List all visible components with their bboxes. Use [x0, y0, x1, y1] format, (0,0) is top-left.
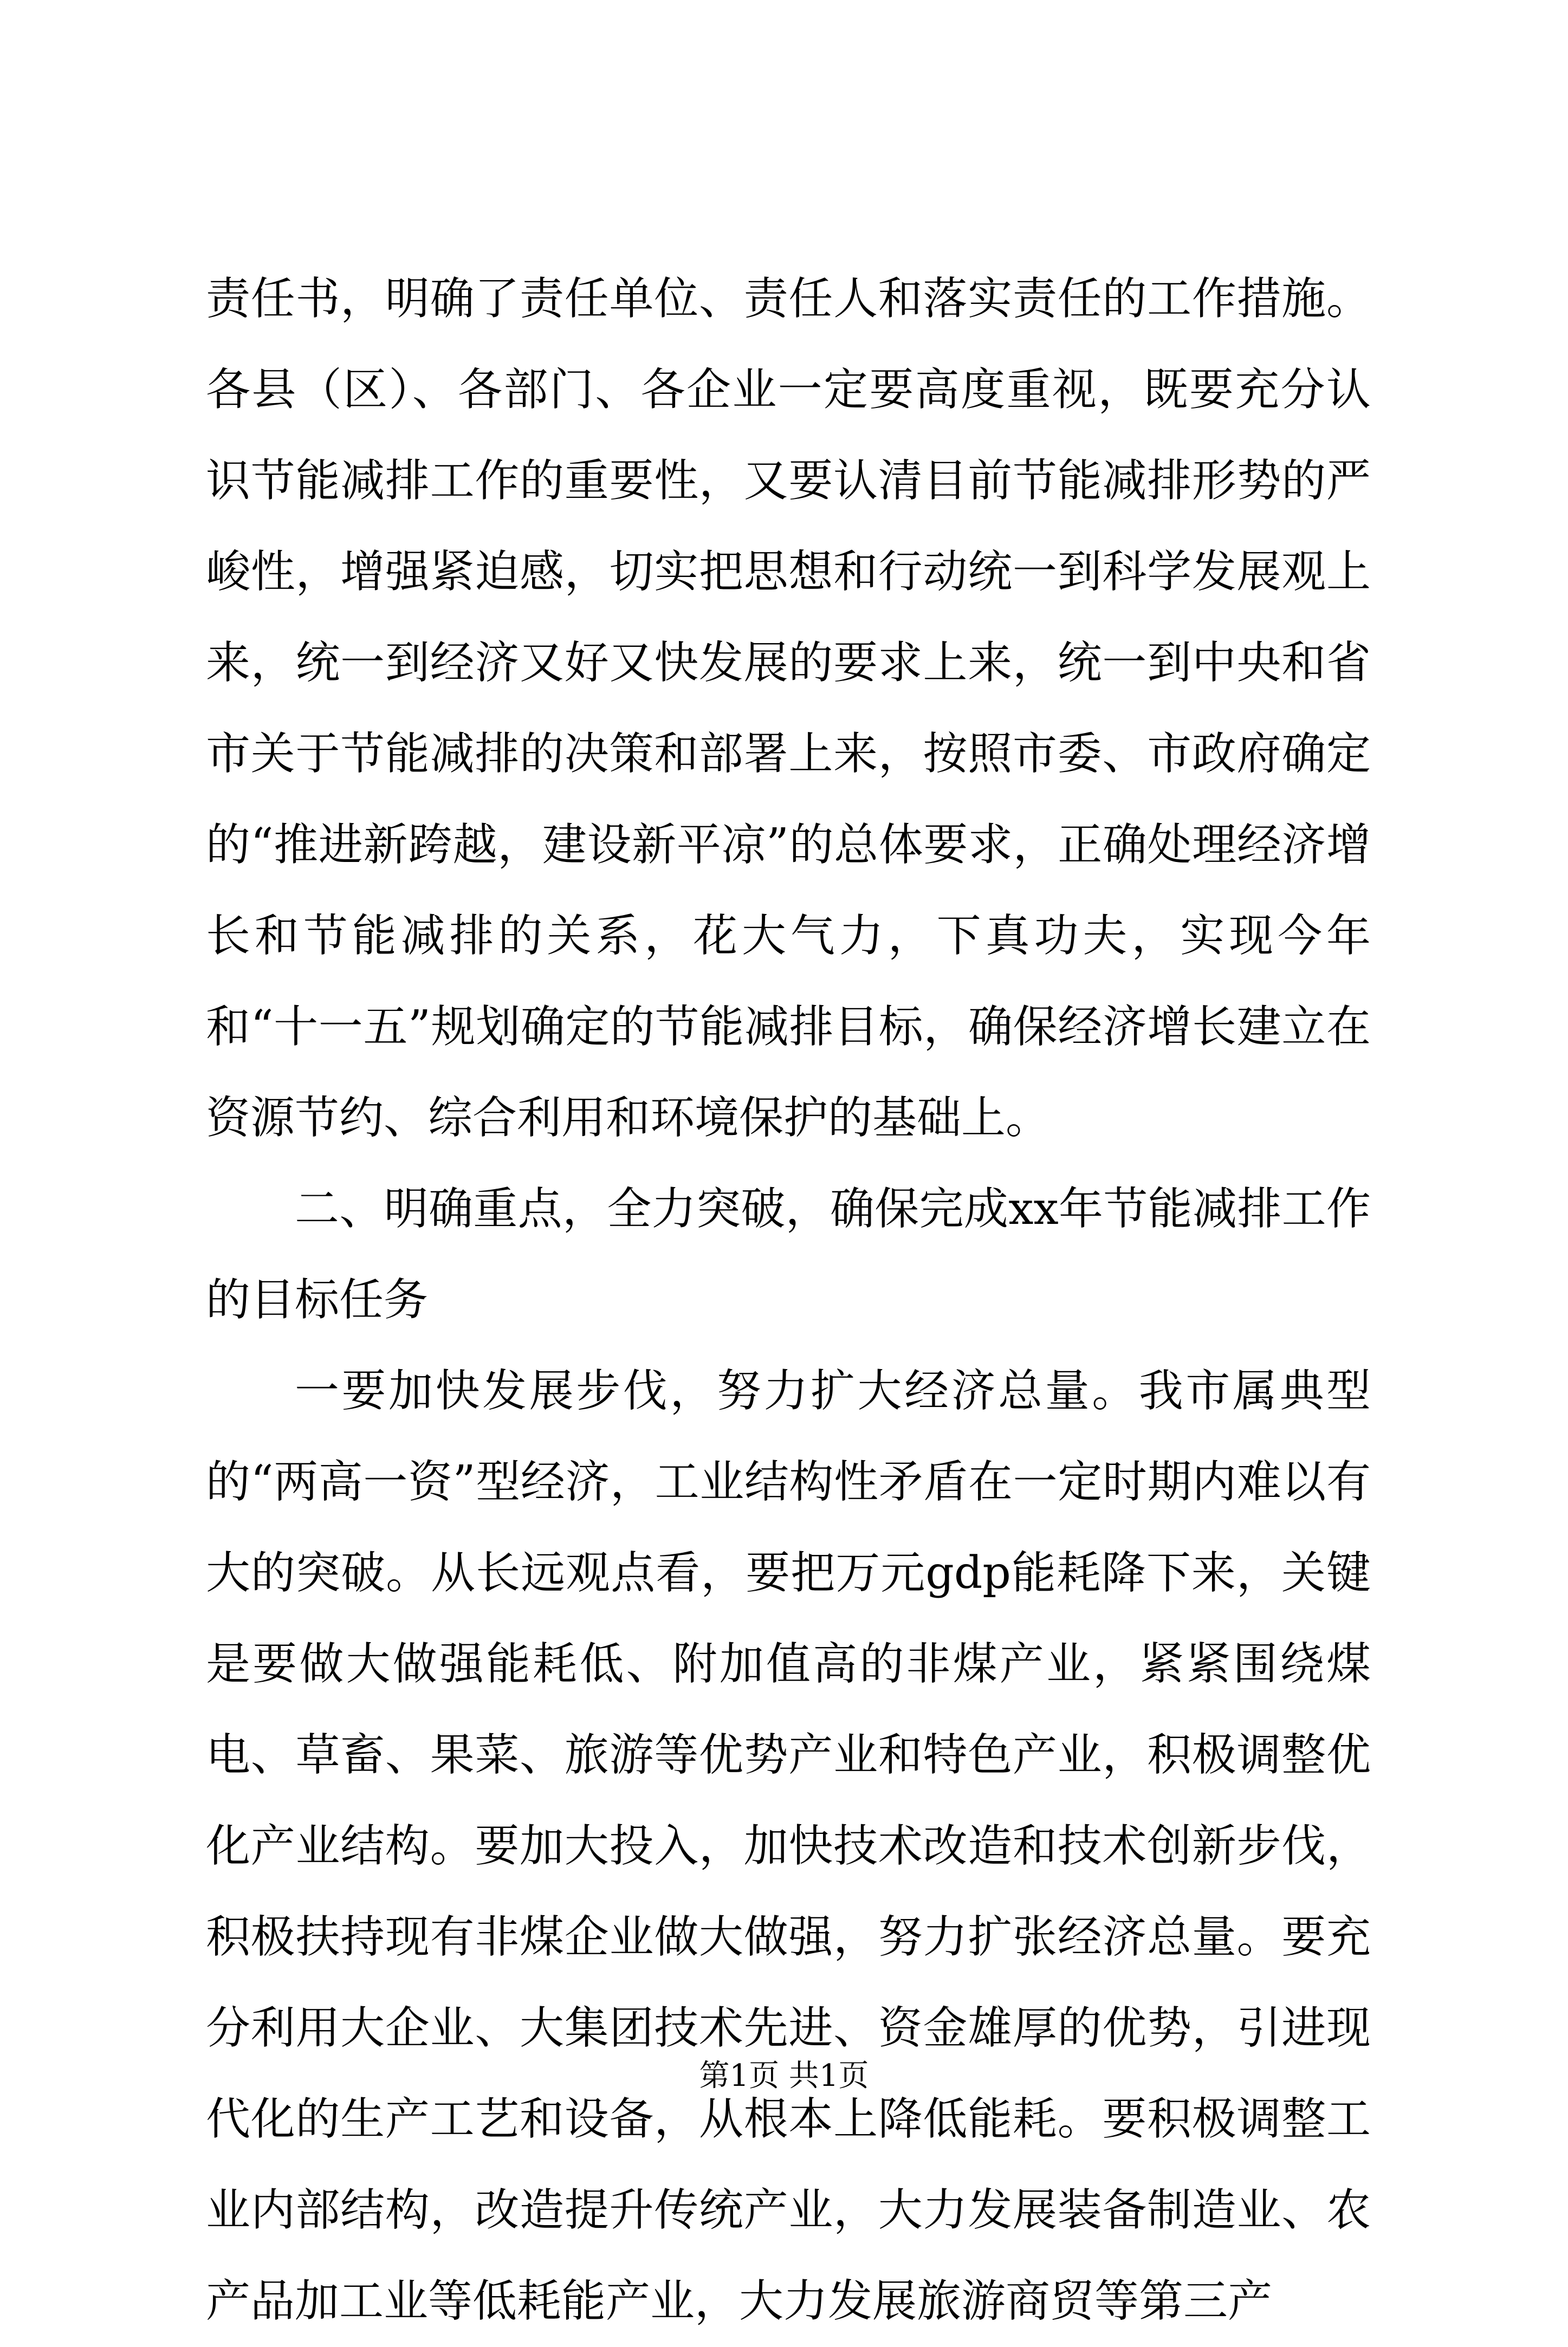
- document-body: [206, 254, 1371, 2347]
- paragraph-3: 一要加快发展步伐，努力扩大经济总量。我市属典型的“两高一资”型经济，工业结构性矛盾在一定时期内难以有大的突破。从长远观点看，要把万元gdp能耗降下来，关键是要做大做强能耗低、附加值高的非煤产业，紧紧围绕煤电、草畜、果菜、旅游等优势产业和特色产业，积极调整优化产业结构。要加大投入，加快技术改造和技术创新步伐，积极扶持现有非煤企业做大做强，努力扩张经济总量。要充分利用大企业、大集团技术先进、资金雄厚的优势，引进现代化的生产工艺和设备，从根本上降低能耗。要积极调整工业内部结构，改造提升传统产业，大力发展装备制造业、农产品加工业等低耗能产业，大力发展旅游商贸等第三产: [206, 1365, 1371, 2327]
- page-footer: 第1页 共1页: [699, 2058, 869, 2093]
- paragraph-1: 责任书，明确了责任单位、责任人和落实责任的工作措施。各县（区）、各部门、各企业一定要高度重视，既要充分认识节能减排工作的重要性，又要认清目前节能减排形势的严峻性，增强紧迫感，切实把思想和行动统一到科学发展观上来，统一到经济又好又快发展的要求上来，统一到中央和省市关于节能减排的决策和部署上来，按照市委、市政府确定的“推进新跨越，建设新平凉”的总体要求，正确处理经济增长和节能减排的关系，花大气力，下真功夫，实现今年和“十一五”规划确定的节能减排目标，确保经济增长建立在资源节约、综合利用和环境保护的基础上。: [206, 273, 1371, 1144]
- section-heading-2: 二、明确重点，全力突破，确保完成xx年节能减排工作的目标任务: [206, 1183, 1371, 1326]
